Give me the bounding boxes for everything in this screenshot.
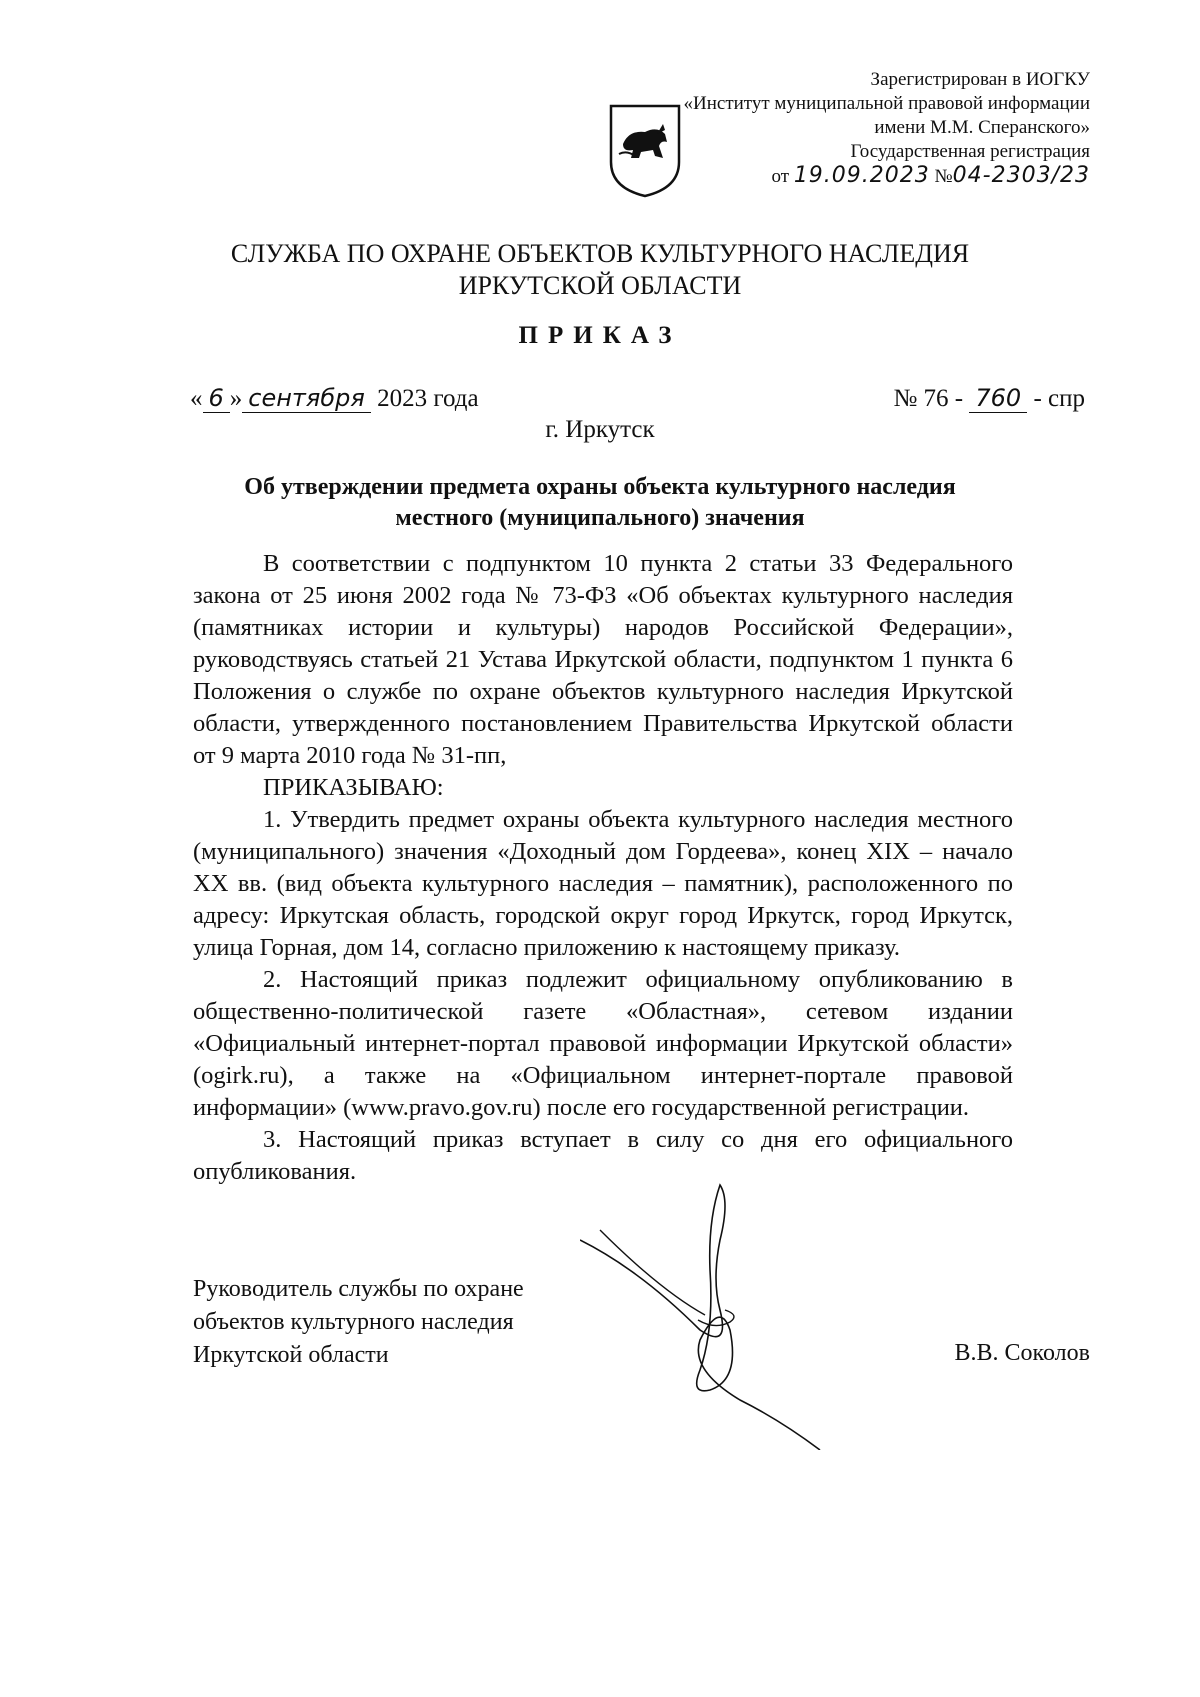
title-line-1: Об утверждении предмета охраны объекта культурного наследия: [244, 474, 956, 500]
title-line-2: местного (муниципального) значения: [395, 505, 805, 531]
order-word: ПРИКАЗЫВАЮ:: [263, 774, 444, 801]
order-date: [190, 384, 479, 413]
date-day: 6: [203, 384, 230, 413]
document-type: ПРИКАЗ: [518, 322, 682, 349]
agency-name: [180, 238, 1020, 302]
signatory-line-1: Руководитель службы по охране: [193, 1276, 524, 1302]
signatory-line-3: Иркутской области: [193, 1342, 389, 1368]
preamble-paragraph: В соответствии с подпунктом 10 пункта 2 статьи 33 Федерального закона от 25 июня 2002 года № 73-ФЗ «Об объектах культурного наследия (памятниках истории и культуры) народов Российской Федерации», руководствуясь статьей 21 Устава Иркутской области, подпунктом 1 пункта 6 Положения о службе по охране объектов культурного наследия Иркутской области, утвержденного постановлением Правительства Иркутской области от 9 марта 2010 года № 31-пп,: [193, 550, 1013, 769]
signatory-name: В.В. Соколов: [954, 1340, 1090, 1366]
registration-line-2: «Институт муниципальной правовой информации: [683, 93, 1090, 114]
order-number-prefix: № 76 -: [893, 385, 964, 412]
registration-number: 04-2303/23: [952, 163, 1090, 188]
document-body: [193, 548, 1013, 1188]
coat-of-arms-icon: [605, 100, 685, 200]
date-open-quote: «: [190, 385, 203, 412]
registration-number-label: №: [934, 166, 953, 187]
date-close-quote: »: [229, 385, 243, 412]
date-year: 2023 года: [377, 385, 479, 412]
registration-line-1: Зарегистрирован в ИОГКУ: [870, 69, 1090, 90]
signatory-line-2: объектов культурного наследия: [193, 1309, 514, 1335]
agency-line-2: ИРКУТСКОЙ ОБЛАСТИ: [458, 271, 742, 300]
signatory-title: [193, 1273, 524, 1372]
item-2-paragraph: 2. Настоящий приказ подлежит официальному опубликованию в общественно-политической газете «Областная», сетевом издании «Официальный интернет-портал правовой информации Иркутской области» (ogirk.ru), а также на «Официальном интернет-портале правовой информации» (www.pravo.gov.ru) после его государственной регистрации.: [193, 966, 1013, 1121]
item-1-paragraph: 1. Утвердить предмет охраны объекта культурного наследия местного (муниципального) значения «Доходный дом Гордеева», конец XIX – начало XX вв. (вид объекта культурного наследия – памятник), расположенного по адресу: Иркутская область, городской округ город Иркутск, город Иркутск, улица Горная, дом 14, согласно приложению к настоящему приказу.: [193, 806, 1013, 961]
item-3-paragraph: 3. Настоящий приказ вступает в силу со дня его официального опубликования.: [193, 1126, 1013, 1185]
registration-line-4: Государственная регистрация: [850, 141, 1090, 162]
order-number-suffix: - спр: [1033, 385, 1085, 412]
handwritten-signature: [580, 1180, 860, 1450]
date-month: сентября: [242, 384, 371, 413]
order-number-value: 760: [969, 384, 1027, 413]
city: г. Иркутск: [545, 416, 655, 443]
registration-prefix: от: [771, 166, 790, 187]
document-title: [190, 472, 1010, 534]
agency-line-1: СЛУЖБА ПО ОХРАНЕ ОБЪЕКТОВ КУЛЬТУРНОГО НАСЛЕДИЯ: [230, 239, 970, 268]
registration-line-3: имени М.М. Сперанского»: [874, 117, 1090, 138]
registration-date: 19.09.2023: [793, 163, 930, 188]
order-number: [893, 384, 1085, 413]
